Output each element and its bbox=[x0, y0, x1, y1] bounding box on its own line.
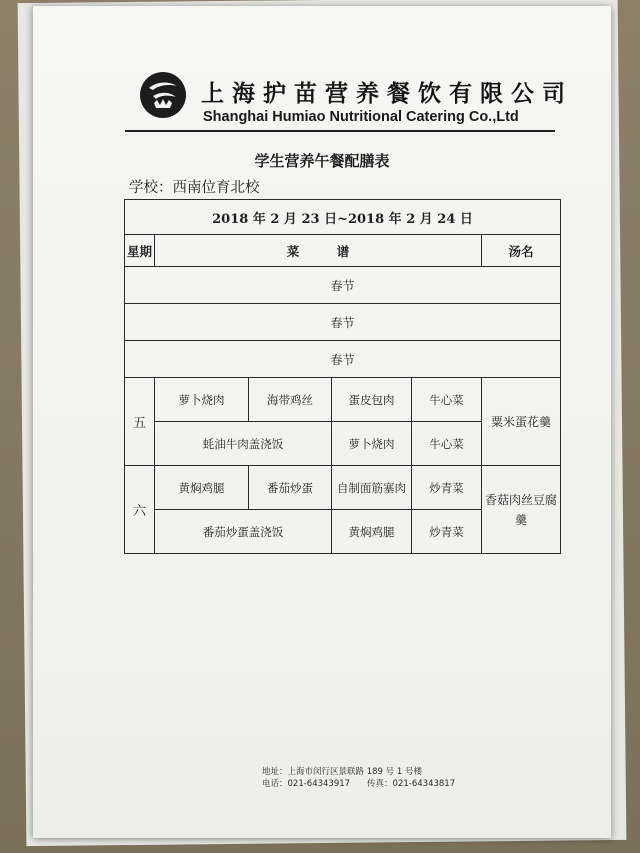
company-name-en: Shanghai Humiao Nutritional Catering Co.,Ltd bbox=[203, 109, 519, 125]
dish-cell: 自制面筋塞肉 bbox=[332, 466, 412, 510]
footer-contact bbox=[262, 766, 455, 790]
company-name-cn: 上海护苗营养餐饮有限公司 bbox=[201, 80, 573, 107]
menu-sheet bbox=[33, 6, 611, 838]
holiday-cell: 春节 bbox=[125, 341, 561, 378]
menu-table bbox=[124, 199, 561, 554]
holiday-cell: 春节 bbox=[125, 267, 561, 304]
humiao-logo-icon bbox=[140, 72, 186, 118]
dish-cell: 番茄炒蛋 bbox=[249, 466, 332, 510]
menu-header: 菜 谱 bbox=[155, 235, 482, 267]
dish-cell: 牛心菜 bbox=[412, 378, 482, 422]
document-title: 学生营养午餐配膳表 bbox=[254, 152, 390, 170]
dish-cell: 黄焖鸡腿 bbox=[332, 510, 412, 554]
dish-cell: 番茄炒蛋盖浇饭 bbox=[155, 510, 332, 554]
dish-cell: 海带鸡丝 bbox=[249, 378, 332, 422]
dish-cell: 炒青菜 bbox=[412, 510, 482, 554]
header-divider bbox=[125, 130, 555, 132]
soup-cell: 粟米蛋花羹 bbox=[482, 378, 561, 466]
date-row bbox=[125, 200, 561, 235]
header-row bbox=[125, 235, 561, 267]
dish-cell: 牛心菜 bbox=[412, 422, 482, 466]
dish-cell: 萝卜烧肉 bbox=[155, 378, 249, 422]
dish-cell: 蛋皮包肉 bbox=[332, 378, 412, 422]
school-label: 学校：西南位育北校 bbox=[129, 180, 260, 196]
date-range: 2018 年 2 月 23 日~2018 年 2 月 24 日 bbox=[125, 200, 561, 235]
weekday-header: 星期 bbox=[125, 235, 155, 267]
holiday-row bbox=[125, 304, 561, 341]
dish-cell: 黄焖鸡腿 bbox=[155, 466, 249, 510]
soup-cell: 香菇肉丝豆腐羹 bbox=[482, 466, 561, 554]
holiday-cell: 春节 bbox=[125, 304, 561, 341]
weekday-cell: 五 bbox=[125, 378, 155, 466]
dish-cell: 蚝油牛肉盖浇饭 bbox=[155, 422, 332, 466]
holiday-row bbox=[125, 267, 561, 304]
dish-cell: 炒青菜 bbox=[412, 466, 482, 510]
friday-row-1 bbox=[125, 378, 561, 422]
footer-phone-fax: 电话：021-64343917 传真：021-64343817 bbox=[262, 779, 456, 789]
soup-header: 汤名 bbox=[482, 235, 561, 267]
holiday-row bbox=[125, 341, 561, 378]
weekday-cell: 六 bbox=[125, 466, 155, 554]
saturday-row-1 bbox=[125, 466, 561, 510]
dish-cell: 萝卜烧肉 bbox=[332, 422, 412, 466]
footer-address: 地址：上海市闵行区景联路 189 号 1 号楼 bbox=[262, 767, 422, 777]
